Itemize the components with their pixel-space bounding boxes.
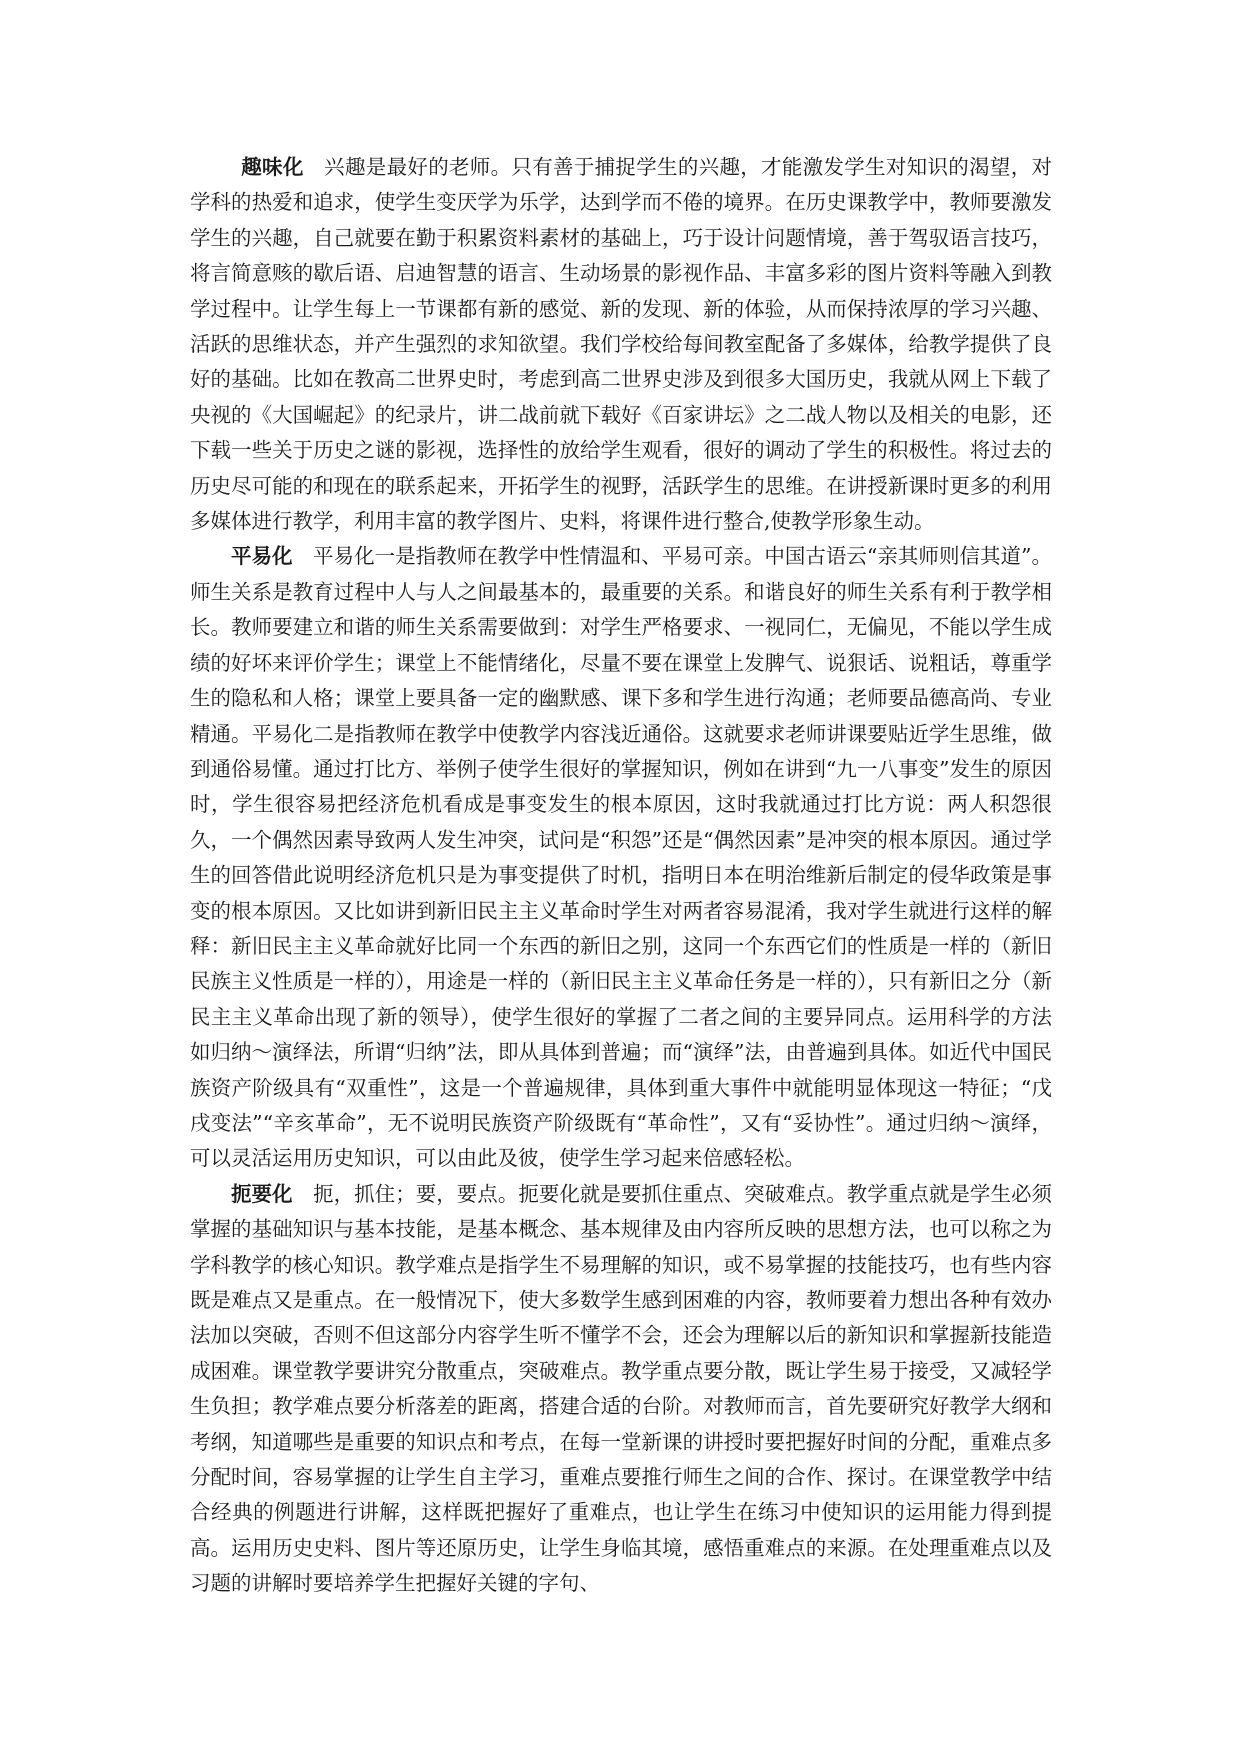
section-text-simplify: 平易化一是指教师在教学中性情温和、平易可亲。中国古语云“亲其师则信其道”。师生关系是教育过程中人与人之间最基本的，最重要的关系。和谐良好的师生关系有利于教学相长。教师要建立和谐的师生关系需要做到：对学生严格要求、一视同仁，无偏见，不能以学生成绩的好坏来评价学生；课堂上不能情绪化，尽量不要在课堂上发脾气、说狠话、说粗话，尊重学生的隐私和人格；课堂上要具备一定的幽默感、课下多和学生进行沟通；老师要品德高尚、专业精通。平易化二是指教师在教学中使教学内容浅近通俗。这就要求老师讲课要贴近学生思维，做到通俗易懂。通过打比方、举例子使学生很好的掌握知识，例如在讲到“九一八事变”发生的原因时，学生很容易把经济危机看成是事变发生的根本原因，这时我就通过打比方说：两人积怨很久，一个偶然因素导致两人发生冲突，试问是“积怨”还是“偶然因素”是冲突的根本原因。通过学生的回答借此说明经济危机只是为事变提供了时机，指明日本在明治维新后制定的侵华政策是事变的根本原因。又比如讲到新旧民主主义革命时学生对两者容易混淆，我对学生就进行这样的解释：新旧民主主义革命就好比同一个东西的新旧之别，这同一个东西它们的性质是一样的（新旧民族主义性质是一样的），用途是一样的（新旧民主主义革命任务是一样的），只有新旧之分（新民主主义革命出现了新的领导），使学生很好的掌握了二者之间的主要异同点。运用科学的方法如归纳～演绎法，所谓“归纳”法，即从具体到普遍；而“演绎”法，由普遍到具体。如近代中国民族资产阶级具有“双重性”，这是一个普遍规律，具体到重大事件中就能明显体现这一特征；“戊戌变法”“辛亥革命”，无不说明民族资产阶级既有“革命性”，又有“妥协性”。通过归纳～演绎，可以灵活运用历史知识，可以由此及彼，使学生学习起来倍感轻松。 [190, 544, 1052, 1171]
paragraph-key-points [190, 1177, 1052, 1602]
section-heading-simplify: 平易化 [231, 544, 293, 569]
section-text-key-points: 扼，抓住；要，要点。扼要化就是要抓住重点、突破难点。教学重点就是学生必须掌握的基础知识与基本技能，是基本概念、基本规律及由内容所反映的思想方法，也可以称之为学科教学的核心知识。教学难点是指学生不易理解的知识，或不易掌握的技能技巧，也有些内容既是难点又是重点。在一般情况下，使大多数学生感到困难的内容，教师要着力想出各种有效办法加以突破，否则不但这部分内容学生听不懂学不会，还会为理解以后的新知识和掌握新技能造成困难。课堂教学要讲究分散重点，突破难点。教学重点要分散，既让学生易于接受，又减轻学生负担；教学难点要分析落差的距离，搭建合适的台阶。对教师而言，首先要研究好教学大纲和考纲，知道哪些是重要的知识点和考点，在每一堂新课的讲授时要把握好时间的分配，重难点多分配时间，容易掌握的让学生自主学习，重难点要推行师生之间的合作、探讨。在课堂教学中结合经典的例题进行讲解，这样既把握好了重难点，也让学生在练习中使知识的运用能力得到提高。运用历史史料、图片等还原历史，让学生身临其境，感悟重难点的来源。在处理重难点以及习题的讲解时要培养学生把握好关键的字句、 [190, 1181, 1053, 1596]
section-text-interest: 兴趣是最好的老师。只有善于捕捉学生的兴趣，才能激发学生对知识的渴望，对学科的热爱和追求，使学生变厌学为乐学，达到学而不倦的境界。在历史课教学中，教师要激发学生的兴趣，自己就要在勤于积累资料素材的基础上，巧于设计问题情境，善于驾驭语言技巧，将言简意赅的歇后语、启迪智慧的语言、生动场景的影视作品、丰富多彩的图片资料等融入到教学过程中。让学生每上一节课都有新的感觉、新的发现、新的体验，从而保持浓厚的学习兴趣、活跃的思维状态，并产生强烈的求知欲望。我们学校给每间教室配备了多媒体，给教学提供了良好的基础。比如在教高二世界史时，考虑到高二世界史涉及到很多大国历史，我就从网上下载了央视的《大国崛起》的纪录片，讲二战前就下载好《百家讲坛》之二战人物以及相关的电影，还下载一些关于历史之谜的影视，选择性的放给学生观看，很好的调动了学生的积极性。将过去的历史尽可能的和现在的联系起来，开拓学生的视野，活跃学生的思维。在讲授新课时更多的利用多媒体进行教学，利用丰富的教学图片、史料，将课件进行整合,使教学形象生动。 [190, 155, 1053, 534]
section-heading-key-points: 扼要化 [231, 1181, 293, 1206]
document-page [190, 150, 1052, 1602]
paragraph-interest [190, 150, 1052, 539]
section-heading-interest: 趣味化 [241, 155, 304, 179]
paragraph-simplify [190, 539, 1052, 1176]
